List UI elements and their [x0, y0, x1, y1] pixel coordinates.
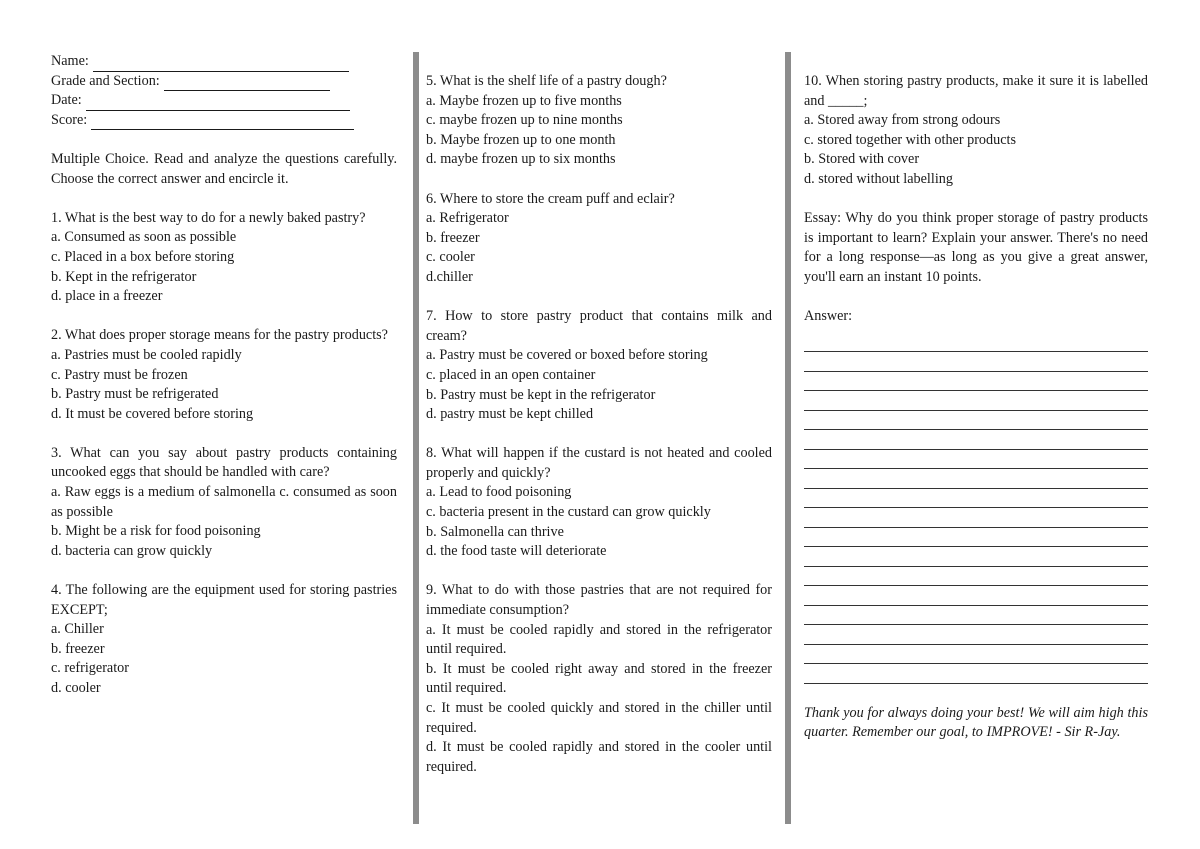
score-field[interactable] — [51, 111, 397, 131]
choice[interactable]: c. cooler — [426, 249, 475, 266]
choice[interactable]: d. cooler — [51, 680, 101, 696]
answer-line[interactable] — [804, 489, 1148, 509]
choice[interactable]: a. It must be cooled rapidly and stored in the refrigerator until required. — [426, 621, 772, 658]
question-text: 7. How to store pastry product that contains milk and cream? — [426, 308, 772, 344]
choice[interactable]: a. Raw eggs is a medium of salmonella c. consumed as soon as possible — [51, 484, 397, 520]
question-6 — [426, 190, 772, 288]
grade-section-label: Grade and Section: — [51, 72, 160, 89]
question-text: 9. What to do with those pastries that are not required for immediate consumption? — [426, 582, 772, 619]
date-line[interactable] — [86, 96, 350, 111]
column-1 — [51, 52, 397, 699]
column-2 — [426, 72, 772, 777]
choice[interactable]: a. Maybe frozen up to five months — [426, 92, 622, 109]
question-text: 1. What is the best way to do for a newly baked pastry? — [51, 209, 366, 226]
column-divider-left — [413, 52, 419, 824]
question-8 — [426, 444, 772, 562]
choice[interactable]: d. place in a freezer — [51, 288, 163, 305]
choice[interactable]: b. Stored with cover — [804, 151, 920, 168]
choice[interactable]: c. Placed in a box before storing — [51, 248, 235, 265]
answer-line[interactable] — [804, 664, 1148, 684]
choice[interactable]: d. It must be cooled rapidly and stored in the cooler until required. — [426, 739, 772, 775]
answer-line[interactable] — [804, 352, 1148, 372]
choice[interactable]: c. Pastry must be frozen — [51, 366, 188, 383]
column-3 — [804, 72, 1148, 743]
choice[interactable]: d. stored without labelling — [804, 170, 953, 187]
choice[interactable]: d. It must be covered before storing — [51, 405, 254, 422]
choice[interactable]: a. Refrigerator — [426, 210, 509, 227]
choice[interactable]: b. freezer — [426, 229, 480, 246]
choice[interactable]: b. freezer — [51, 640, 105, 657]
choice[interactable]: c. It must be cooled quickly and stored in the chiller until required. — [426, 700, 772, 736]
instructions: Multiple Choice. Read and analyze the questions carefully. Choose the correct answer and encircle it. — [51, 150, 397, 187]
choice[interactable]: c. maybe frozen up to nine months — [426, 112, 623, 129]
choice[interactable]: d. pastry must be kept chilled — [426, 406, 594, 423]
question-5 — [426, 72, 772, 170]
question-9 — [426, 581, 772, 777]
choice[interactable]: c. bacteria present in the custard can grow quickly — [426, 504, 711, 521]
question-text: 2. What does proper storage means for the pastry products? — [51, 327, 388, 344]
answer-line[interactable] — [804, 372, 1148, 392]
answer-line[interactable] — [804, 508, 1148, 528]
name-field[interactable] — [51, 52, 397, 72]
grade-section-line[interactable] — [164, 76, 330, 91]
answer-line[interactable] — [804, 547, 1148, 567]
question-4 — [51, 581, 397, 699]
answer-line[interactable] — [804, 333, 1148, 353]
question-text: 5. What is the shelf life of a pastry dough? — [426, 73, 667, 89]
score-label: Score: — [51, 111, 88, 128]
essay-prompt: Essay: Why do you think proper storage of pastry products is important to learn? Explain your answer. There's no need for a long response—as long as you give a great answer, you'll earn an instant 10 points. — [804, 210, 1148, 285]
name-label: Name: — [51, 53, 89, 69]
question-text: 8. What will happen if the custard is not heated and cooled properly and quickly? — [426, 445, 772, 481]
choice[interactable]: a. Stored away from strong odours — [804, 112, 1001, 129]
choice[interactable]: c. refrigerator — [51, 660, 129, 677]
question-text: 10. When storing pastry products, make it sure it is labelled and _____; — [804, 73, 1148, 109]
answer-label: Answer: — [804, 308, 853, 325]
date-label: Date: — [51, 92, 82, 109]
grade-section-field[interactable] — [51, 72, 397, 92]
choice[interactable]: d. maybe frozen up to six months — [426, 151, 616, 168]
name-line[interactable] — [93, 57, 349, 72]
choice[interactable]: b. Maybe frozen up to one month — [426, 131, 616, 148]
date-field[interactable] — [51, 91, 397, 111]
column-divider-right — [785, 52, 791, 824]
choice[interactable]: d. bacteria can grow quickly — [51, 542, 213, 559]
choice[interactable]: c. placed in an open container — [426, 366, 596, 383]
answer-line[interactable] — [804, 528, 1148, 548]
choice[interactable]: a. Lead to food poisoning — [426, 484, 572, 501]
question-10 — [804, 72, 1148, 190]
answer-line[interactable] — [804, 430, 1148, 450]
answer-line[interactable] — [804, 450, 1148, 470]
choice[interactable]: a. Chiller — [51, 621, 104, 638]
choice[interactable]: b. It must be cooled right away and stored in the freezer until required. — [426, 660, 772, 697]
choice[interactable]: b. Pastry must be refrigerated — [51, 386, 219, 403]
question-2 — [51, 326, 397, 424]
question-text: 4. The following are the equipment used for storing pastries EXCEPT; — [51, 582, 397, 618]
answer-line[interactable] — [804, 625, 1148, 645]
choice[interactable]: b. Salmonella can thrive — [426, 523, 564, 540]
choice[interactable]: b. Pastry must be kept in the refrigerator — [426, 386, 656, 403]
answer-line[interactable] — [804, 391, 1148, 411]
choice[interactable]: a. Pastries must be cooled rapidly — [51, 346, 242, 363]
question-1 — [51, 209, 397, 307]
choice[interactable]: a. Pastry must be covered or boxed before storing — [426, 347, 708, 364]
choice[interactable]: d.chiller — [426, 268, 473, 285]
score-line[interactable] — [91, 115, 354, 130]
choice[interactable]: d. the food taste will deteriorate — [426, 543, 607, 560]
choice[interactable]: a. Consumed as soon as possible — [51, 229, 237, 246]
answer-line[interactable] — [804, 606, 1148, 626]
answer-lines[interactable] — [804, 333, 1148, 684]
question-7 — [426, 307, 772, 425]
question-text: 3. What can you say about pastry products containing uncooked eggs that should be handled with care? — [51, 444, 397, 481]
answer-line[interactable] — [804, 586, 1148, 606]
answer-line[interactable] — [804, 567, 1148, 587]
choice[interactable]: b. Might be a risk for food poisoning — [51, 523, 261, 540]
answer-line[interactable] — [804, 469, 1148, 489]
question-3 — [51, 444, 397, 562]
thank-you-note: Thank you for always doing your best! We will aim high this quarter. Remember our goal, to IMPROVE! - Sir R-Jay. — [804, 704, 1148, 741]
choice[interactable]: b. Kept in the refrigerator — [51, 268, 197, 285]
choice[interactable]: c. stored together with other products — [804, 131, 1016, 148]
question-text: 6. Where to store the cream puff and eclair? — [426, 190, 675, 207]
answer-line[interactable] — [804, 645, 1148, 665]
answer-line[interactable] — [804, 411, 1148, 431]
